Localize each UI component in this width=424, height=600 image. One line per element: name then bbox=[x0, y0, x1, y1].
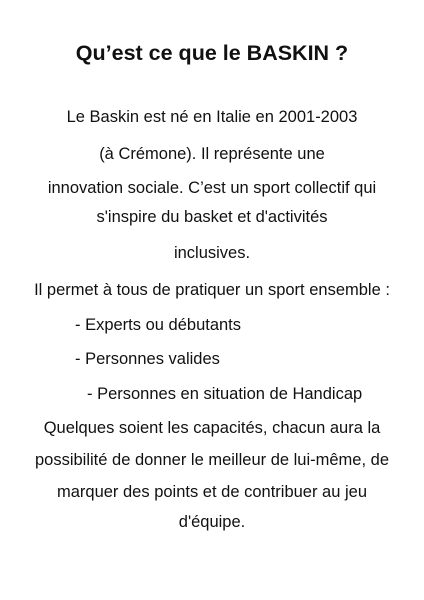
paragraph-line: possibilité de donner le meilleur de lui-même, de bbox=[34, 451, 390, 469]
intro-line: Il permet à tous de pratiquer un sport ensemble : bbox=[34, 281, 390, 299]
paragraph-line: Quelques soient les capacités, chacun aura la bbox=[43, 419, 381, 437]
paragraph-line: (à Crémone). Il représente une bbox=[99, 145, 325, 163]
paragraph-line: s'inspire du basket et d'activités bbox=[96, 208, 328, 226]
paragraph-line: innovation sociale. C’est un sport collectif qui bbox=[47, 179, 377, 197]
paragraph-line: d'équipe. bbox=[178, 513, 246, 531]
paragraph-line: inclusives. bbox=[173, 244, 251, 262]
list-item: - Personnes valides bbox=[75, 350, 220, 368]
paragraph-line: marquer des points et de contribuer au jeu bbox=[56, 483, 368, 501]
page-title: Qu’est ce que le BASKIN ? bbox=[75, 41, 349, 65]
list-item: - Personnes en situation de Handicap bbox=[87, 385, 363, 403]
paragraph-line: Le Baskin est né en Italie en 2001-2003 bbox=[66, 108, 358, 126]
list-item: - Experts ou débutants bbox=[75, 316, 242, 334]
